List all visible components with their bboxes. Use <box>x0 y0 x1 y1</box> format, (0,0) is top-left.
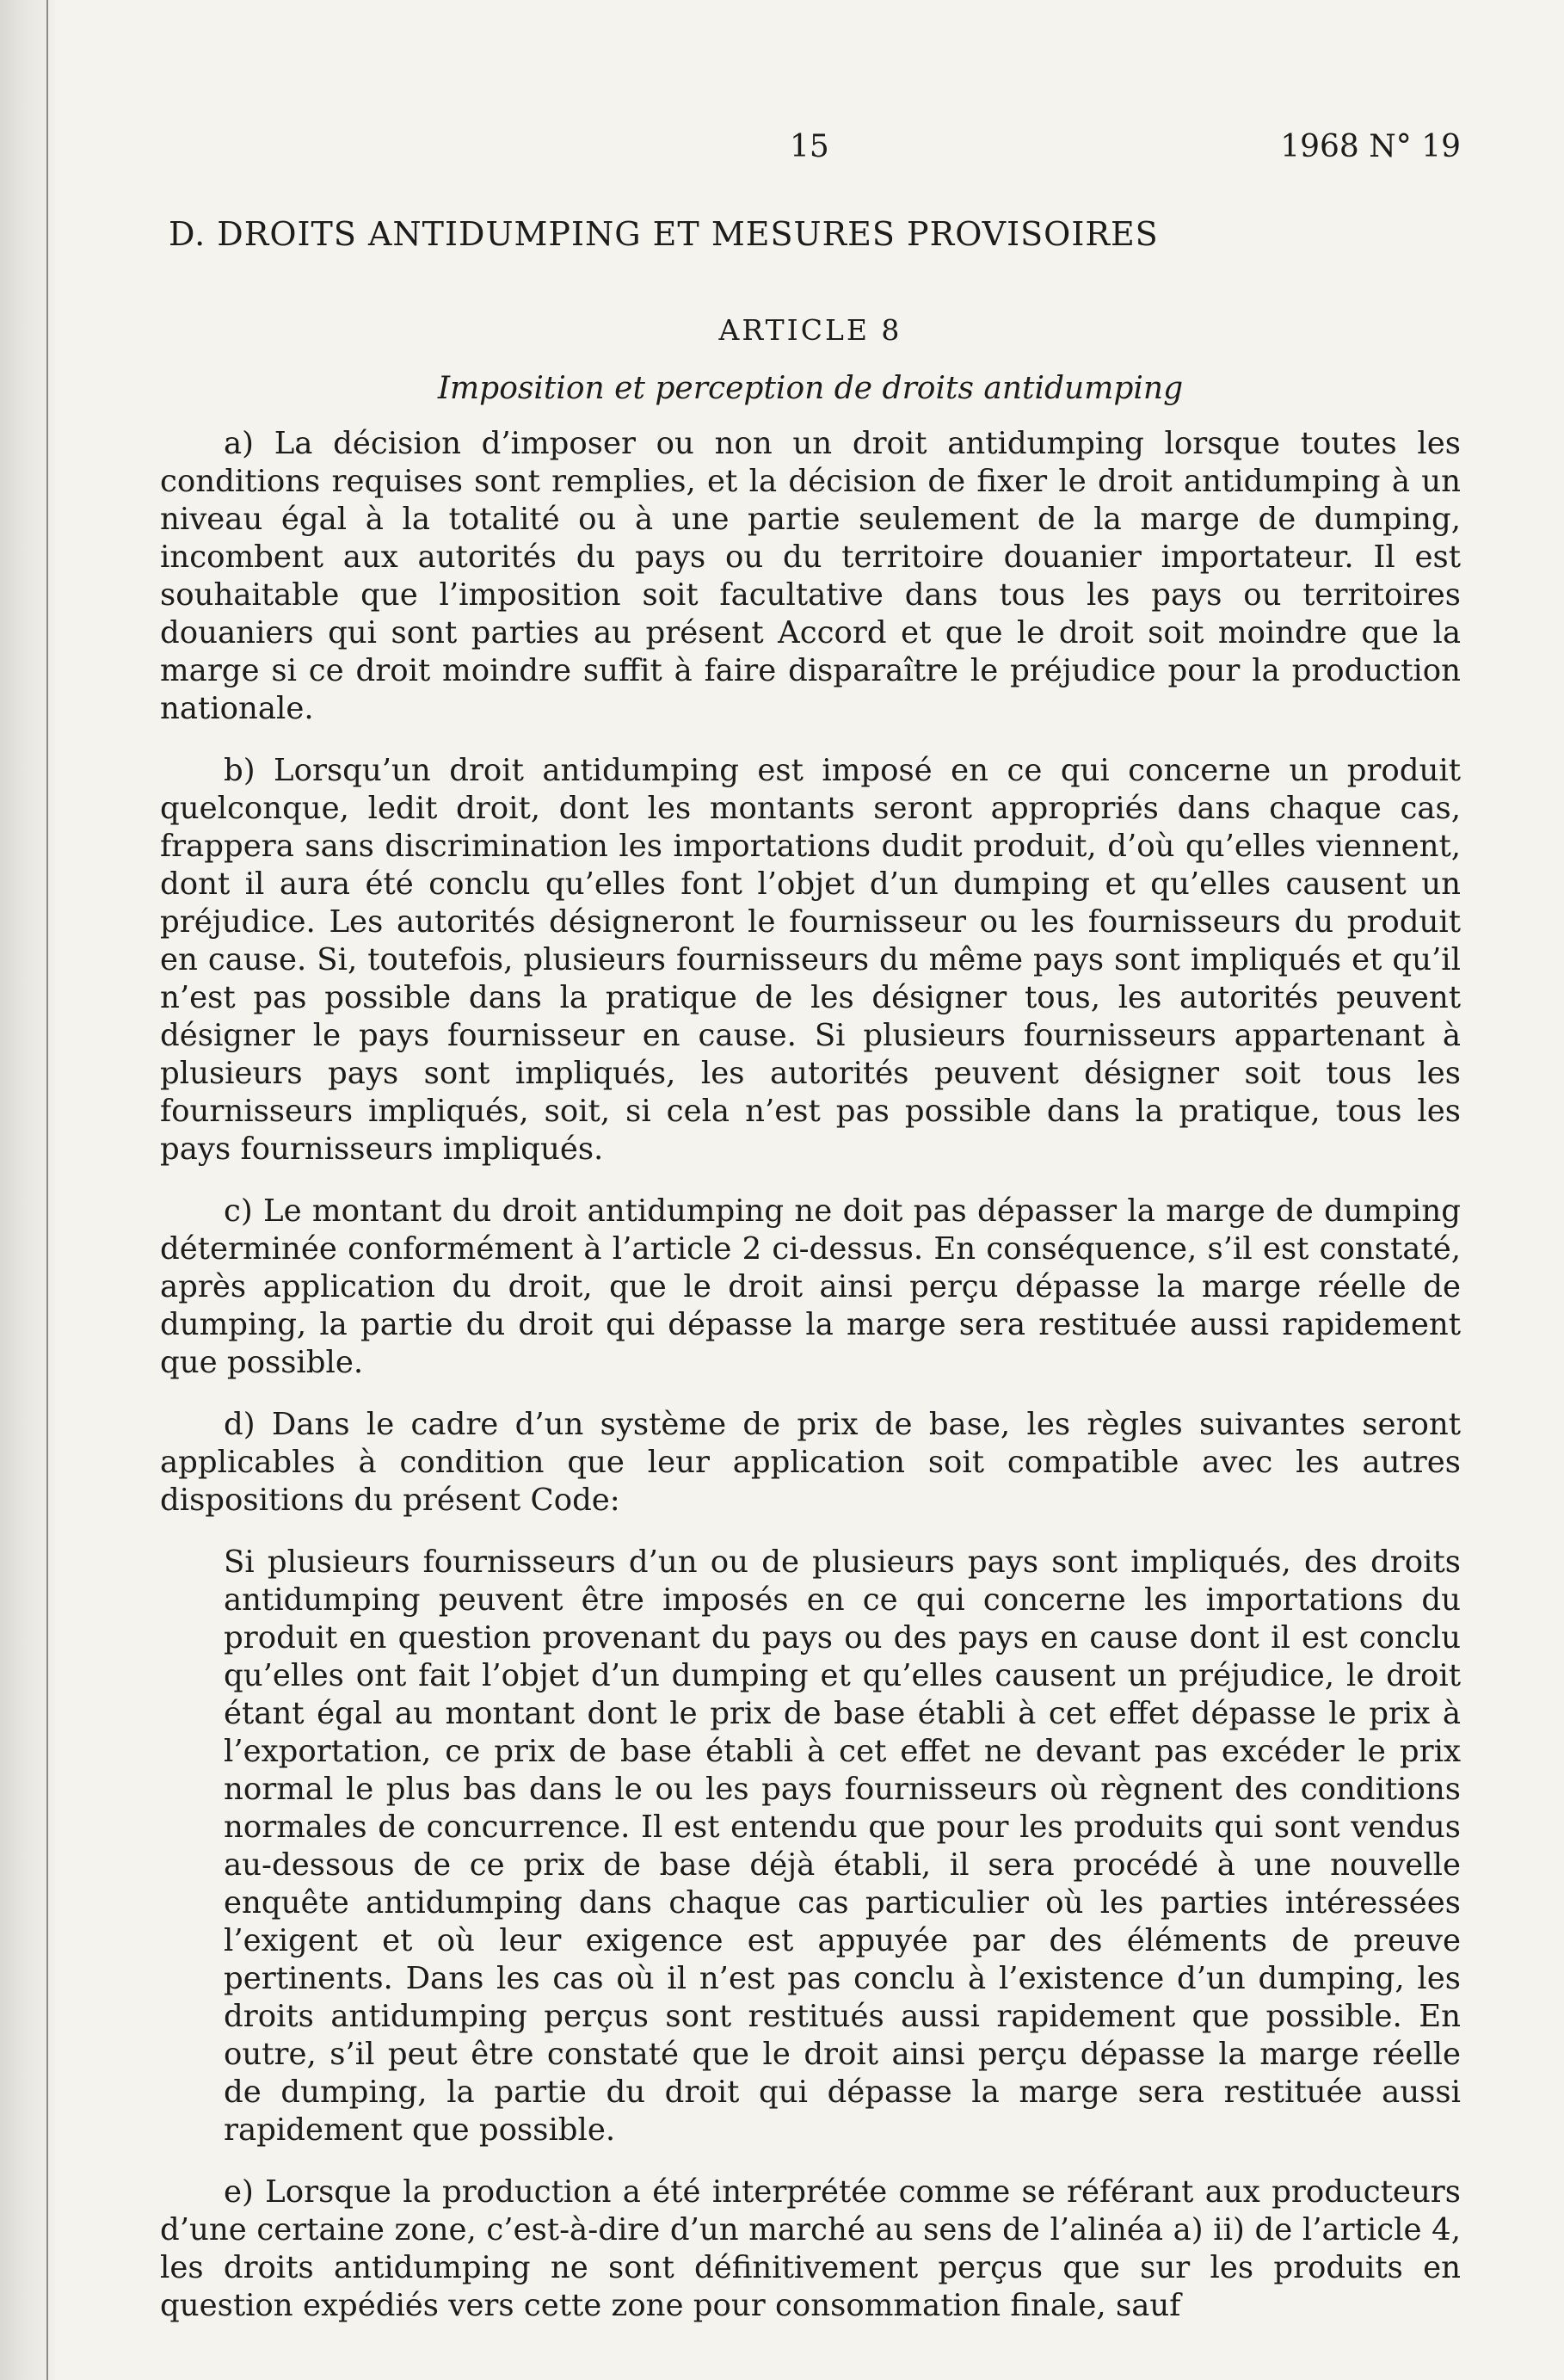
paragraph-c: c) Le montant du droit antidumping ne doit pas dépasser la marge de dumping déterminée conformément à l’article 2 ci-dessus. En conséquence, s’il est constaté, après application du droit, que le droit ainsi perçu dépasse la marge réelle de dumping, la partie du droit qui dépasse la marge sera restituée aussi rapidement que possible. <box>160 1193 1461 1380</box>
paragraph-a: a) La décision d’imposer ou non un droit antidumping lorsque toutes les conditions requises sont remplies, et la décision de fixer le droit antidumping à un niveau égal à la totalité ou à une partie seulement de la marge de dumping, incombent aux autorités du pays ou du territoire douanier importateur. Il est souhaitable que l’imposition soit facultative dans tous les pays ou territoires douaniers qui sont parties au présent Accord et que le droit soit moindre que la marge si ce droit moindre suffit à faire disparaître le préjudice pour la production nationale. <box>160 426 1461 726</box>
paragraph-d: d) Dans le cadre d’un système de prix de base, les règles suivantes seront applicables à condition que leur application soit compatible avec les autres dispositions du présent Code: <box>160 1407 1461 1518</box>
paragraph-d-rule: Si plusieurs fournisseurs d’un ou de plusieurs pays sont impliqués, des droits antidumping peuvent être imposés en ce qui concerne les importations du produit en question provenant du pays ou des pays en cause dont il est conclu qu’elles ont fait l’objet d’un dumping et qu’elles causent un préjudice, le droit étant égal au montant dont le prix de base établi à cet effet dépasse le prix à l’exportation, ce prix de base établi à cet effet ne devant pas excéder le prix normal le plus bas dans le ou les pays fournisseurs où règnent des conditions normales de concurrence. Il est entendu que pour les produits qui sont vendus au-dessous de ce prix de base déjà établi, il sera procédé à une nouvelle enquête antidumping dans chaque cas particulier où les parties intéressées l’exigent et où leur exigence est appuyée par des éléments de preuve pertinents. Dans les cas où il n’est pas conclu à l’existence d’un dumping, les droits antidumping perçus sont restitués aussi rapidement que possible. En outre, s’il peut être constaté que le droit ainsi perçu dépasse la marge réelle de dumping, la partie du droit qui dépasse la marge sera restituée aussi rapidement que possible. <box>224 1545 1461 2148</box>
page-content <box>160 120 1461 2325</box>
article-label: ARTICLE 8 <box>718 313 902 347</box>
section-title: D. DROITS ANTIDUMPING ET MESURES PROVISOIRES <box>169 215 1159 253</box>
article-subtitle: Imposition et perception de droits antidumping <box>437 371 1184 406</box>
page-number: 15 <box>790 129 829 164</box>
document-reference: 1968 N° 19 <box>1280 129 1461 164</box>
page-binding-edge <box>0 0 55 2380</box>
paragraph-b: b) Lorsqu’un droit antidumping est imposé en ce qui concerne un produit quelconque, ledit droit, dont les montants seront appropriés dans chaque cas, frappera sans discrimination les importations dudit produit, d’où qu’elles viennent, dont il aura été conclu qu’elles font l’objet d’un dumping et qu’elles causent un préjudice. Les autorités désigneront le fournisseur ou les fournisseurs du produit en cause. Si, toutefois, plusieurs fournisseurs du même pays sont impliqués et qu’il n’est pas possible dans la pratique de les désigner tous, les autorités peuvent désigner le pays fournisseur en cause. Si plusieurs fournisseurs appartenant à plusieurs pays sont impliqués, les autorités peuvent désigner soit tous les fournisseurs impliqués, soit, si cela n’est pas possible dans la pratique, tous les pays fournisseurs impliqués. <box>160 753 1461 1167</box>
page-header <box>160 120 1461 172</box>
paragraph-e: e) Lorsque la production a été interprétée comme se référant aux producteurs d’une certaine zone, c’est-à-dire d’un marché au sens de l’alinéa a) ii) de l’article 4, les droits antidumping ne sont définitivement perçus que sur les produits en question expédiés vers cette zone pour consommation finale, sauf <box>160 2174 1461 2323</box>
